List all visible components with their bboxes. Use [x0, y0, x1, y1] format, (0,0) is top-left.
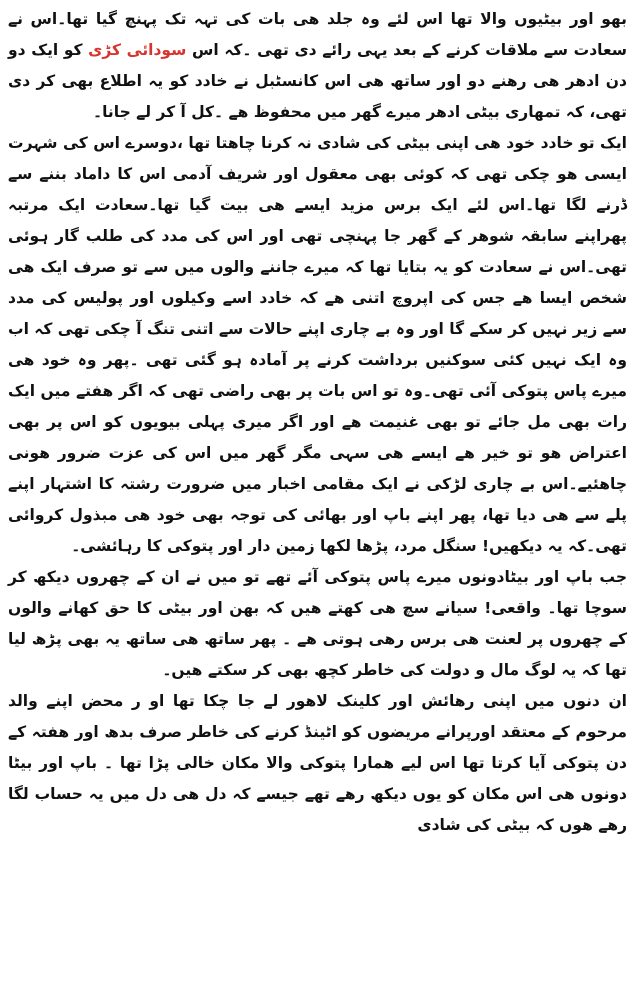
paragraph-2: ایک تو خادد خود ھی اپنی بیٹی کی شادی نہ کرنا چاھتا تھا ،دوسرے اس کی شہرت ایسی ھو چکی تھی کہ کوئی بھی معقول اور شریف آدمی اس کا داماد بننے سے ڈرنے لگا تھا۔اس لئے ایک برس مزید ایسے ھی بیت گیا تھا۔سعادت ایک مرتبہ پھراپنے سابقہ شوھر کے گھر جا پہنچی تھی اور اس کی مدد کی طلب گار ہوئی تھی۔اس نے سعادت کو یہ بتایا تھا کہ میرے جاننے والوں میں سے تو صرف ایک ھی شخص ایسا ھے جس کی اپروچ اتنی ھے کہ خادد اسے وکیلوں اور پولیس کی مدد سے زیر نہیں کر سکے گا اور وہ بے چاری اپنے حالات سے اتنی تنگ آ چکی تھی کہ اب وہ ایک نہیں کئی سوکنیں برداشت کرنے پر آمادہ ہو گئی تھی ۔پھر وہ خود ھی میرے پاس پتوکی آئی تھی۔وہ تو اس بات پر بھی راضی تھی کہ اگر ھفتے میں ایک رات بھی مل جائے تو بھی غنیمت ھے اور اگر میری پہلی بیویوں کو اس پر بھی اعتراض ھو تو خیر ھے ایسے ھی سہی مگر گھر میں اس کی عزت ضرور ھونی چاھئیے۔اس بے چاری لڑکی نے ایک مقامی اخبار میں ضرورت رشتہ کا اشتہار اپنے پلے سے ھی دیا تھا، پھر اپنے باپ اور بھائی کی توجہ بھی خود ھی مبذول کروائی تھی۔کہ یہ دیکھیں! سنگل مرد، پڑھا لکھا زمین دار اور پتوکی کا رہائشی۔	[8, 134, 627, 555]
paragraph-1	[8, 4, 627, 128]
paragraph-1-text-start: بھو اور بیٹیوں والا تھا اس لئے وہ جلد ھی بات کی تہہ تک پہنچ گیا تھا۔اس نے سعادت سے ملاقات کرنے کے بعد یہی رائے دی تھی ۔کہ اس	[8, 10, 627, 59]
paragraph-3: جب باپ اور بیٹادونوں میرے پاس پتوکی آئے تھے تو میں نے ان کے چھروں دیکھ کر سوچا تھا۔ واقعی! سیانے سچ ھی کھتے ھیں کہ بھن اور بیٹی کا حق کھانے والوں کے چھروں پر لعنت ھی برس رھی ہوتی ھے ۔ پھر ساتھ ھی ساتھ یہ بھی پڑھ لیا تھا کہ یہ لوگ مال و دولت کی خاطر کچھ بھی کر سکتے ھیں۔	[8, 568, 627, 679]
paragraph-1-text-end: کو ایک دو دن ادھر ھی رھنے دو اور ساتھ ھی اس کانسٹبل نے خادد کو یہ اطلاع بھی کر دی تھی، کہ تمھاری بیٹی ادھر میرے گھر میں محفوظ ھے ۔کل آ کر لے جانا۔	[8, 41, 627, 121]
highlighted-phrase: سودائی کڑی	[88, 41, 187, 59]
paragraph-4: ان دنوں میں اپنی رھائش اور کلینک لاھور لے جا چکا تھا او ر محض اپنے والد مرحوم کے معتقد اورپرانے مریضوں کو اٹینڈ کرنے کی خاطر صرف بدھ اور ھفتہ کے دن پتوکی آیا کرتا تھا اس لیے ھمارا پتوکی والا مکان خالی پڑا تھا ۔ باپ اور بیٹا دونوں ھی اس مکان کو یوں دیکھ رھے تھے جیسے کہ دل ھی دل میں یہ حساب لگا رھے ھوں کہ بیٹی کی شادی	[8, 692, 627, 834]
